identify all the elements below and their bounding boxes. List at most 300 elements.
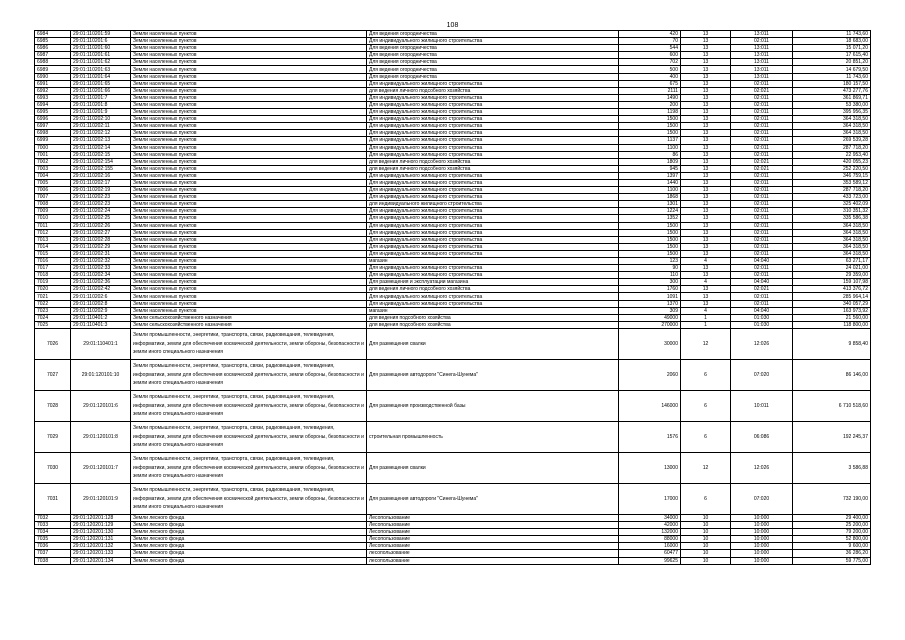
use-code-cell: 02:011 (731, 300, 793, 307)
group-code-cell: 13 (681, 265, 731, 272)
use-code-cell: 02:011 (731, 293, 793, 300)
row-number-cell: 7013 (35, 236, 71, 243)
cadastral-value-cell: 25 200,00 (793, 522, 871, 529)
area-cell: 90 (619, 265, 681, 272)
use-code-cell: 01:030 (731, 321, 793, 328)
permitted-use-cell: Для индивидуального жилищного строительства (367, 38, 619, 45)
page-number: 108 (446, 22, 459, 29)
row-number-cell: 7005 (35, 179, 71, 186)
cadastral-value-cell: 29 359,00 (793, 272, 871, 279)
group-code-cell: 6 (681, 483, 731, 514)
row-number-cell: 6987 (35, 52, 71, 59)
permitted-use-cell: для индивидуального жилищного строительства (367, 201, 619, 208)
cadastral-number-cell: 29:01:110202:19 (71, 187, 131, 194)
area-cell: 42000 (619, 522, 681, 529)
row-number-cell: 7018 (35, 272, 71, 279)
group-code-cell: 13 (681, 38, 731, 45)
land-category-cell: Земли промышленности, энергетики, транспорта, связи, радиовещания, телевидения, информатики, земли для обеспечения космической деятельности, земли обороны, безопасности и земли иного специального назначения (131, 483, 367, 514)
cadastral-number-cell: 29:01:110202:13 (71, 137, 131, 144)
use-code-cell: 02:011 (731, 265, 793, 272)
table-row (35, 236, 871, 243)
group-code-cell: 13 (681, 286, 731, 293)
cadastral-value-cell: 3 586,88 (793, 452, 871, 483)
area-cell: 1500 (619, 229, 681, 236)
group-code-cell: 13 (681, 101, 731, 108)
permitted-use-cell: Для размещения автодороги "Синега-Шунема" (367, 359, 619, 390)
row-number-cell: 7033 (35, 522, 71, 529)
land-category-cell: Земли лесного фонда (131, 514, 367, 521)
permitted-use-cell: Для индивидуального жилищного строительства (367, 94, 619, 101)
land-category-cell: Земли промышленности, энергетики, транспорта, связи, радиовещания, телевидения, информатики, земли для обеспечения космической деятельности, земли обороны, безопасности и земли иного специального назначения (131, 359, 367, 390)
group-code-cell: 13 (681, 137, 731, 144)
permitted-use-cell: Для размещения свалки (367, 328, 619, 359)
cadastral-number-cell: 29:01:110201:62 (71, 59, 131, 66)
row-number-cell: 7009 (35, 208, 71, 215)
cadastral-number-cell: 29:01:110202:33 (71, 265, 131, 272)
cadastral-value-cell: 59 775,00 (793, 557, 871, 564)
use-code-cell: 02:011 (731, 236, 793, 243)
cadastral-value-cell: 364 318,50 (793, 243, 871, 250)
use-code-cell: 04:040 (731, 258, 793, 265)
cadastral-number-cell: 29:01:110202:34 (71, 272, 131, 279)
row-number-cell: 7025 (35, 321, 71, 328)
area-cell: 30000 (619, 328, 681, 359)
cadastral-number-cell: 29:01:110202:14 (71, 144, 131, 151)
permitted-use-cell: Для индивидуального жилищного строительства (367, 137, 619, 144)
group-code-cell: 13 (681, 123, 731, 130)
land-category-cell: Земли населенных пунктов (131, 151, 367, 158)
cadastral-number-cell: 29:01:110202:6 (71, 293, 131, 300)
cadastral-number-cell: 29:01:110202:17 (71, 179, 131, 186)
table-row (35, 307, 871, 314)
area-cell: 13000 (619, 452, 681, 483)
table-row (35, 31, 871, 38)
row-number-cell: 6991 (35, 80, 71, 87)
permitted-use-cell: строительная промышленность (367, 421, 619, 452)
row-number-cell: 7034 (35, 529, 71, 536)
land-category-cell: Земли промышленности, энергетики, транспорта, связи, радиовещания, телевидения, информатики, земли для обеспечения космической деятельности, земли обороны, безопасности и земли иного специального назначения (131, 452, 367, 483)
cadastral-value-cell: 118 800,00 (793, 321, 871, 328)
area-cell: 1500 (619, 236, 681, 243)
use-code-cell: 04:040 (731, 279, 793, 286)
cadastral-number-cell: 29:01:110202:16 (71, 172, 131, 179)
table-row (35, 293, 871, 300)
area-cell: 945 (619, 165, 681, 172)
row-number-cell: 7012 (35, 229, 71, 236)
land-category-cell: Земли лесного фонда (131, 557, 367, 564)
land-category-cell: Земли населенных пунктов (131, 179, 367, 186)
group-code-cell: 13 (681, 187, 731, 194)
row-number-cell: 6986 (35, 45, 71, 52)
land-category-cell: Земли населенных пунктов (131, 187, 367, 194)
land-category-cell: Земли населенных пунктов (131, 137, 367, 144)
use-code-cell: 10:000 (731, 557, 793, 564)
land-category-cell: Земли лесного фонда (131, 529, 367, 536)
group-code-cell: 13 (681, 87, 731, 94)
table-row (35, 543, 871, 550)
permitted-use-cell: Для размещения и эксплуатации магазина (367, 279, 619, 286)
land-category-cell: Земли населенных пунктов (131, 208, 367, 215)
group-code-cell: 4 (681, 307, 731, 314)
group-code-cell: 4 (681, 279, 731, 286)
row-number-cell: 6985 (35, 38, 71, 45)
cadastral-number-cell: 29:01:110202:26 (71, 222, 131, 229)
area-cell: 49000 (619, 314, 681, 321)
row-number-cell: 6999 (35, 137, 71, 144)
table-row (35, 87, 871, 94)
area-cell: 17000 (619, 483, 681, 514)
land-category-cell: Земли населенных пунктов (131, 250, 367, 257)
cadastral-value-cell: 6 710 518,60 (793, 390, 871, 421)
cadastral-value-cell: 63 271,17 (793, 258, 871, 265)
permitted-use-cell: Для индивидуального жилищного строительства (367, 229, 619, 236)
table-row (35, 452, 871, 483)
table-row (35, 179, 871, 186)
land-category-cell: Земли лесного фонда (131, 536, 367, 543)
area-cell: 146000 (619, 390, 681, 421)
area-cell: 544 (619, 45, 681, 52)
table-row (35, 215, 871, 222)
land-category-cell: Земли населенных пунктов (131, 158, 367, 165)
area-cell: 1500 (619, 243, 681, 250)
row-number-cell: 7015 (35, 250, 71, 257)
group-code-cell: 13 (681, 45, 731, 52)
group-code-cell: 13 (681, 151, 731, 158)
land-category-cell: Земли населенных пунктов (131, 101, 367, 108)
land-category-cell: Земли населенных пунктов (131, 80, 367, 87)
use-code-cell: 13:011 (731, 52, 793, 59)
group-code-cell: 13 (681, 179, 731, 186)
use-code-cell: 02:021 (731, 87, 793, 94)
cadastral-value-cell: 732 190,00 (793, 483, 871, 514)
table-row (35, 80, 871, 87)
table-row (35, 144, 871, 151)
land-category-cell: Земли населенных пунктов (131, 52, 367, 59)
table-row (35, 187, 871, 194)
cadastral-value-cell: 53 380,00 (793, 101, 871, 108)
table-row (35, 359, 871, 390)
table-row (35, 522, 871, 529)
land-category-cell: Земли населенных пунктов (131, 94, 367, 101)
permitted-use-cell: лесопользование (367, 557, 619, 564)
use-code-cell: 02:011 (731, 80, 793, 87)
area-cell: 60477 (619, 550, 681, 557)
permitted-use-cell: Для ведения огородничества (367, 73, 619, 80)
group-code-cell: 13 (681, 66, 731, 73)
cadastral-number-cell: 29:01:120201:129 (71, 522, 131, 529)
area-cell: 1352 (619, 215, 681, 222)
permitted-use-cell: Лесопользование (367, 536, 619, 543)
row-number-cell: 7002 (35, 158, 71, 165)
land-category-cell: Земли промышленности, энергетики, транспорта, связи, радиовещания, телевидения, информатики, земли для обеспечения космической деятельности, земли обороны, безопасности и земли иного специального назначения (131, 421, 367, 452)
row-number-cell: 7021 (35, 293, 71, 300)
permitted-use-cell: Для индивидуального жилищного строительства (367, 144, 619, 151)
land-category-cell: Земли населенных пунктов (131, 243, 367, 250)
cadastral-number-cell: 29:01:110401:3 (71, 321, 131, 328)
cadastral-number-cell: 29:01:110202:15 (71, 151, 131, 158)
area-cell: 500 (619, 66, 681, 73)
row-number-cell: 7003 (35, 165, 71, 172)
cadastral-number-cell: 29:01:120201:134 (71, 557, 131, 564)
row-number-cell: 7006 (35, 187, 71, 194)
table-row (35, 250, 871, 257)
use-code-cell: 02:011 (731, 250, 793, 257)
permitted-use-cell: для ведения личного подсобного хозяйства (367, 87, 619, 94)
use-code-cell: 02:011 (731, 179, 793, 186)
land-category-cell: Земли сельскохозяйственного назначения (131, 314, 367, 321)
area-cell: 1809 (619, 158, 681, 165)
row-number-cell: 7004 (35, 172, 71, 179)
row-number-cell: 6996 (35, 116, 71, 123)
row-number-cell: 7037 (35, 550, 71, 557)
cadastral-number-cell: 29:01:120101:8 (71, 421, 131, 452)
area-cell: 123 (619, 258, 681, 265)
land-category-cell: Земли населенных пунктов (131, 38, 367, 45)
row-number-cell: 7007 (35, 194, 71, 201)
area-cell: 1500 (619, 123, 681, 130)
permitted-use-cell: для ведения личного подсобного хозяйства (367, 165, 619, 172)
cadastral-value-cell: 335 586,38 (793, 215, 871, 222)
cadastral-number-cell: 29:01:110202:32 (71, 258, 131, 265)
area-cell: 1760 (619, 286, 681, 293)
permitted-use-cell: Для индивидуального жилищного строительства (367, 293, 619, 300)
land-category-cell: Земли населенных пунктов (131, 215, 367, 222)
use-code-cell: 13:011 (731, 45, 793, 52)
row-number-cell: 6993 (35, 94, 71, 101)
area-cell: 300 (619, 279, 681, 286)
table-row (35, 258, 871, 265)
use-code-cell: 02:011 (731, 194, 793, 201)
table-row (35, 101, 871, 108)
group-code-cell: 13 (681, 172, 731, 179)
cadastral-value-cell: 22 953,40 (793, 151, 871, 158)
table-row (35, 229, 871, 236)
use-code-cell: 02:011 (731, 172, 793, 179)
permitted-use-cell: Лесопользование (367, 522, 619, 529)
use-code-cell: 12:026 (731, 328, 793, 359)
table-row (35, 390, 871, 421)
group-code-cell: 1 (681, 314, 731, 321)
area-cell: 99625 (619, 557, 681, 564)
group-code-cell: 6 (681, 359, 731, 390)
area-cell: 1500 (619, 130, 681, 137)
row-number-cell: 7035 (35, 536, 71, 543)
area-cell: 1301 (619, 201, 681, 208)
use-code-cell: 12:026 (731, 452, 793, 483)
table-row (35, 483, 871, 514)
use-code-cell: 02:011 (731, 215, 793, 222)
area-cell: 1091 (619, 293, 681, 300)
group-code-cell: 13 (681, 130, 731, 137)
table-row (35, 272, 871, 279)
cadastral-value-cell: 79 200,00 (793, 529, 871, 536)
cadastral-number-cell: 29:01:110201:9 (71, 109, 131, 116)
cadastral-number-cell: 29:01:110202:36 (71, 279, 131, 286)
area-cell: 400 (619, 73, 681, 80)
cadastral-number-cell: 29:01:120101:6 (71, 390, 131, 421)
cadastral-number-cell: 29:01:110401:2 (71, 314, 131, 321)
group-code-cell: 10 (681, 522, 731, 529)
permitted-use-cell: Для индивидуального жилищного строительства (367, 179, 619, 186)
use-code-cell: 10:000 (731, 536, 793, 543)
land-category-cell: Земли населенных пунктов (131, 130, 367, 137)
area-cell: 309 (619, 307, 681, 314)
land-category-cell: Земли населенных пунктов (131, 109, 367, 116)
table-row (35, 45, 871, 52)
use-code-cell: 02:011 (731, 272, 793, 279)
use-code-cell: 07:020 (731, 359, 793, 390)
use-code-cell: 10:000 (731, 543, 793, 550)
cadastral-number-cell: 29:01:110202:23 (71, 201, 131, 208)
row-number-cell: 7024 (35, 314, 71, 321)
group-code-cell: 13 (681, 215, 731, 222)
use-code-cell: 02:021 (731, 286, 793, 293)
cadastral-number-cell: 29:01:110201:8 (71, 101, 131, 108)
use-code-cell: 02:011 (731, 243, 793, 250)
area-cell: 1100 (619, 187, 681, 194)
land-category-cell: Земли населенных пунктов (131, 279, 367, 286)
permitted-use-cell: Для индивидуального жилищного строительства (367, 300, 619, 307)
use-code-cell: 04:040 (731, 307, 793, 314)
row-number-cell: 7023 (35, 307, 71, 314)
group-code-cell: 12 (681, 452, 731, 483)
group-code-cell: 13 (681, 158, 731, 165)
cadastral-value-cell: 14 679,50 (793, 66, 871, 73)
group-code-cell: 10 (681, 550, 731, 557)
use-code-cell: 02:011 (731, 101, 793, 108)
cadastral-value-cell: 364 318,50 (793, 236, 871, 243)
area-cell: 16000 (619, 543, 681, 550)
cadastral-number-cell: 29:01:110202:29 (71, 243, 131, 250)
table-row (35, 222, 871, 229)
cadastral-number-cell: 29:01:110201:6 (71, 38, 131, 45)
cadastral-value-cell: 473 277,76 (793, 87, 871, 94)
table-row (35, 201, 871, 208)
permitted-use-cell: Для ведения огородничества (367, 66, 619, 73)
land-category-cell: Земли населенных пунктов (131, 73, 367, 80)
permitted-use-cell: Для индивидуального жилищного строительства (367, 272, 619, 279)
land-category-cell: Земли населенных пунктов (131, 87, 367, 94)
row-number-cell: 6990 (35, 73, 71, 80)
use-code-cell: 13:011 (731, 31, 793, 38)
table-row (35, 529, 871, 536)
cadastral-value-cell: 52 800,00 (793, 536, 871, 543)
cadastral-value-cell: 269 539,28 (793, 137, 871, 144)
use-code-cell: 02:011 (731, 38, 793, 45)
permitted-use-cell: Для размещения автодороги "Синега-Шунема" (367, 483, 619, 514)
use-code-cell: 02:011 (731, 222, 793, 229)
permitted-use-cell: лесопользование (367, 550, 619, 557)
cadastral-number-cell: 29:01:110202:10 (71, 116, 131, 123)
land-category-cell: Земли населенных пунктов (131, 66, 367, 73)
table-row (35, 66, 871, 73)
table-row (35, 557, 871, 564)
row-number-cell: 7008 (35, 201, 71, 208)
land-category-cell: Земли населенных пунктов (131, 236, 367, 243)
cadastral-number-cell: 29:01:120201:128 (71, 514, 131, 521)
table-row (35, 321, 871, 328)
area-cell: 1868 (619, 194, 681, 201)
row-number-cell: 7036 (35, 543, 71, 550)
row-number-cell: 6992 (35, 87, 71, 94)
row-number-cell: 6994 (35, 101, 71, 108)
group-code-cell: 10 (681, 514, 731, 521)
land-category-cell: Земли лесного фонда (131, 522, 367, 529)
cadastral-number-cell: 29:01:120101:10 (71, 359, 131, 390)
cadastral-value-cell: 159 107,98 (793, 279, 871, 286)
area-cell: 132000 (619, 529, 681, 536)
group-code-cell: 1 (681, 321, 731, 328)
land-category-cell: Земли населенных пунктов (131, 229, 367, 236)
use-code-cell: 01:030 (731, 314, 793, 321)
permitted-use-cell: Лесопользование (367, 529, 619, 536)
permitted-use-cell: Для ведения огородничества (367, 31, 619, 38)
area-cell: 110 (619, 272, 681, 279)
cadastral-value-cell: 21 560,00 (793, 314, 871, 321)
row-number-cell: 7016 (35, 258, 71, 265)
permitted-use-cell: для ведения личного подсобного хозяйства (367, 286, 619, 293)
cadastral-value-cell: 364 318,50 (793, 116, 871, 123)
area-cell: 200 (619, 101, 681, 108)
land-category-cell: Земли населенных пунктов (131, 307, 367, 314)
permitted-use-cell: Для индивидуального жилищного строительства (367, 265, 619, 272)
use-code-cell: 10:000 (731, 529, 793, 536)
permitted-use-cell: Для индивидуального жилищного строительства (367, 187, 619, 194)
cadastral-value-cell: 17 615,40 (793, 52, 871, 59)
use-code-cell: 13:011 (731, 73, 793, 80)
permitted-use-cell: магазин (367, 258, 619, 265)
permitted-use-cell: Для индивидуального жилищного строительства (367, 243, 619, 250)
cadastral-value-cell: 9 600,00 (793, 543, 871, 550)
cadastral-number-cell: 29:01:110202:23 (71, 194, 131, 201)
cadastral-number-cell: 29:01:110201:60 (71, 45, 131, 52)
cadastral-value-cell: 36 286,20 (793, 550, 871, 557)
land-category-cell: Земли населенных пунктов (131, 293, 367, 300)
group-code-cell: 13 (681, 229, 731, 236)
land-category-cell: Земли лесного фонда (131, 543, 367, 550)
cadastral-number-cell: 29:01:110201:61 (71, 52, 131, 59)
permitted-use-cell: Для индивидуального жилищного строительства (367, 130, 619, 137)
table-row (35, 300, 871, 307)
cadastral-number-cell: 29:01:110201:64 (71, 73, 131, 80)
cadastral-number-cell: 29:01:120201:131 (71, 536, 131, 543)
use-code-cell: 02:011 (731, 208, 793, 215)
row-number-cell: 7022 (35, 300, 71, 307)
row-number-cell: 7020 (35, 286, 71, 293)
use-code-cell: 13:011 (731, 59, 793, 66)
use-code-cell: 02:021 (731, 165, 793, 172)
group-code-cell: 10 (681, 536, 731, 543)
group-code-cell: 13 (681, 73, 731, 80)
land-category-cell: Земли промышленности, энергетики, транспорта, связи, радиовещания, телевидения, информатики, земли для обеспечения космической деятельности, земли обороны, безопасности и земли иного специального назначения (131, 390, 367, 421)
row-number-cell: 6988 (35, 59, 71, 66)
table-row (35, 137, 871, 144)
table-row (35, 151, 871, 158)
area-cell: 420 (619, 31, 681, 38)
group-code-cell: 13 (681, 59, 731, 66)
row-number-cell: 7038 (35, 557, 71, 564)
cadastral-value-cell: 11 743,60 (793, 73, 871, 80)
land-category-cell: Земли населенных пунктов (131, 165, 367, 172)
group-code-cell: 13 (681, 243, 731, 250)
group-code-cell: 10 (681, 543, 731, 550)
cadastral-number-cell: 29:01:110202:9 (71, 307, 131, 314)
row-number-cell: 7031 (35, 483, 71, 514)
group-code-cell: 6 (681, 390, 731, 421)
cadastral-number-cell: 29:01:110401:1 (71, 328, 131, 359)
cadastral-value-cell: 15 071,20 (793, 45, 871, 52)
cadastral-value-cell: 9 858,40 (793, 328, 871, 359)
